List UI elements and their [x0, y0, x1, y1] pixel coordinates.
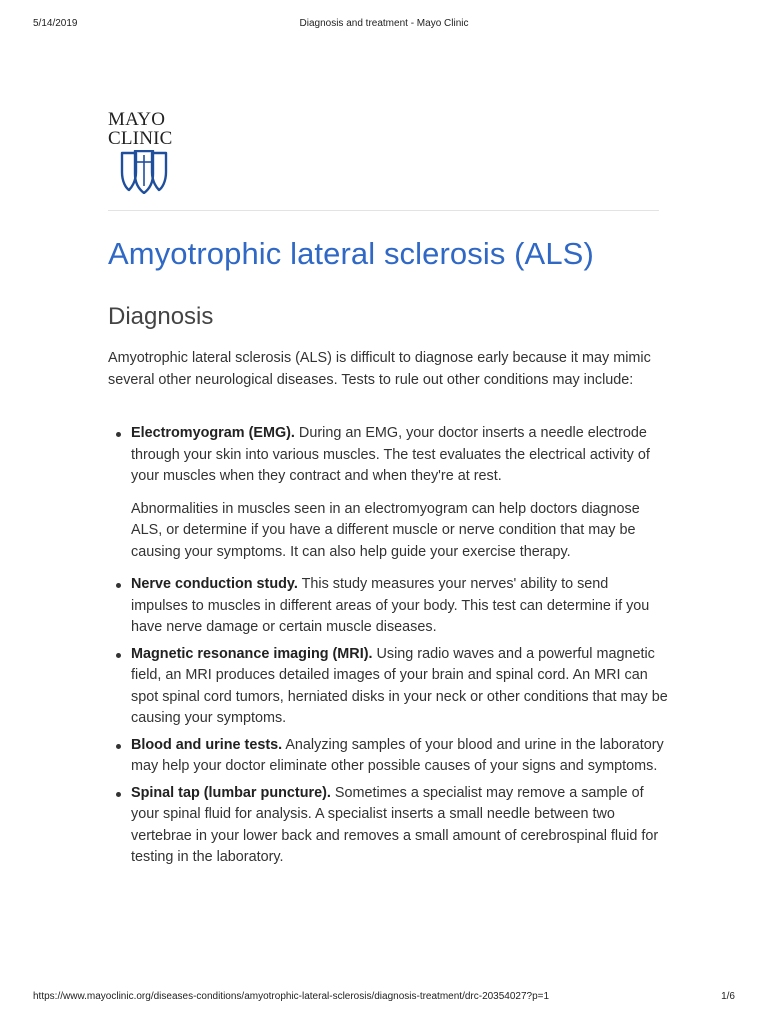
logo-wordmark-mayo: MAYO	[108, 109, 166, 130]
test-term: Electromyogram (EMG).	[131, 425, 295, 441]
test-extra-paragraph: Abnormalities in muscles seen in an electromyogram can help doctors diagnose ALS, or determine if you have a different muscle or nerve condition that may be causing your symptoms. It can also help guide your exercise therapy.	[131, 500, 640, 560]
test-term: Spinal tap (lumbar puncture).	[131, 784, 331, 801]
print-header	[33, 18, 735, 32]
test-description: Analyzing samples of your blood and urine in the laboratory may help your doctor eliminate other possible causes of your signs and symptoms.	[131, 736, 664, 774]
test-term: Magnetic resonance imaging (MRI).	[131, 645, 373, 662]
print-date: 5/14/2019	[33, 18, 78, 29]
diagnostic-tests-list	[108, 423, 668, 869]
list-item	[108, 735, 668, 778]
test-description: This study measures your nerves' ability to send impulses to muscles in different areas of your body. This test can determine if you have nerve damage or certain muscle diseases.	[131, 576, 650, 635]
mayo-clinic-logo[interactable]	[108, 110, 184, 196]
logo-wordmark-clinic: CLINIC	[108, 128, 173, 149]
list-item	[108, 574, 668, 639]
test-description: Using radio waves and a powerful magnetic field, an MRI produces detailed images of your brain and spinal cord. An MRI can spot spinal cord tumors, herniated disks in your neck or other conditions that may be causing your symptoms.	[131, 645, 668, 726]
page-title: Amyotrophic lateral sclerosis (ALS)	[108, 236, 594, 271]
list-item	[108, 644, 668, 730]
test-description: During an EMG, your doctor inserts a needle electrode through your skin into various muscles. The test evaluates the electrical activity of your muscles when they contract and when they're at rest.	[131, 425, 650, 484]
print-page-number: 1/6	[721, 991, 735, 1002]
intro-paragraph: Amyotrophic lateral sclerosis (ALS) is difficult to diagnose early because it may mimic several other neurological diseases. Tests to rule out other conditions may include:	[108, 350, 651, 388]
test-term: Blood and urine tests.	[131, 736, 283, 753]
bullet-icon	[116, 583, 121, 588]
bullet-icon	[116, 653, 121, 658]
list-item	[108, 783, 668, 869]
mayo-shields-icon	[119, 150, 169, 194]
header-divider	[108, 210, 659, 211]
bullet-icon	[116, 792, 121, 797]
bullet-icon	[116, 744, 121, 749]
print-footer	[33, 991, 735, 1005]
bullet-icon	[116, 432, 121, 437]
section-heading-diagnosis: Diagnosis	[108, 303, 214, 330]
test-description: Sometimes a specialist may remove a sample of your spinal fluid for analysis. A specialist inserts a small needle between two vertebrae in your lower back and removes a small amount of cerebrospinal fluid for testing in the laboratory.	[131, 784, 659, 865]
list-item	[108, 423, 668, 563]
print-url: https://www.mayoclinic.org/diseases-conditions/amyotrophic-lateral-sclerosis/diagnosis-treatment/drc-20354027?p=1	[33, 991, 550, 1002]
print-page-title: Diagnosis and treatment - Mayo Clinic	[299, 18, 469, 29]
test-term: Nerve conduction study.	[131, 576, 298, 592]
